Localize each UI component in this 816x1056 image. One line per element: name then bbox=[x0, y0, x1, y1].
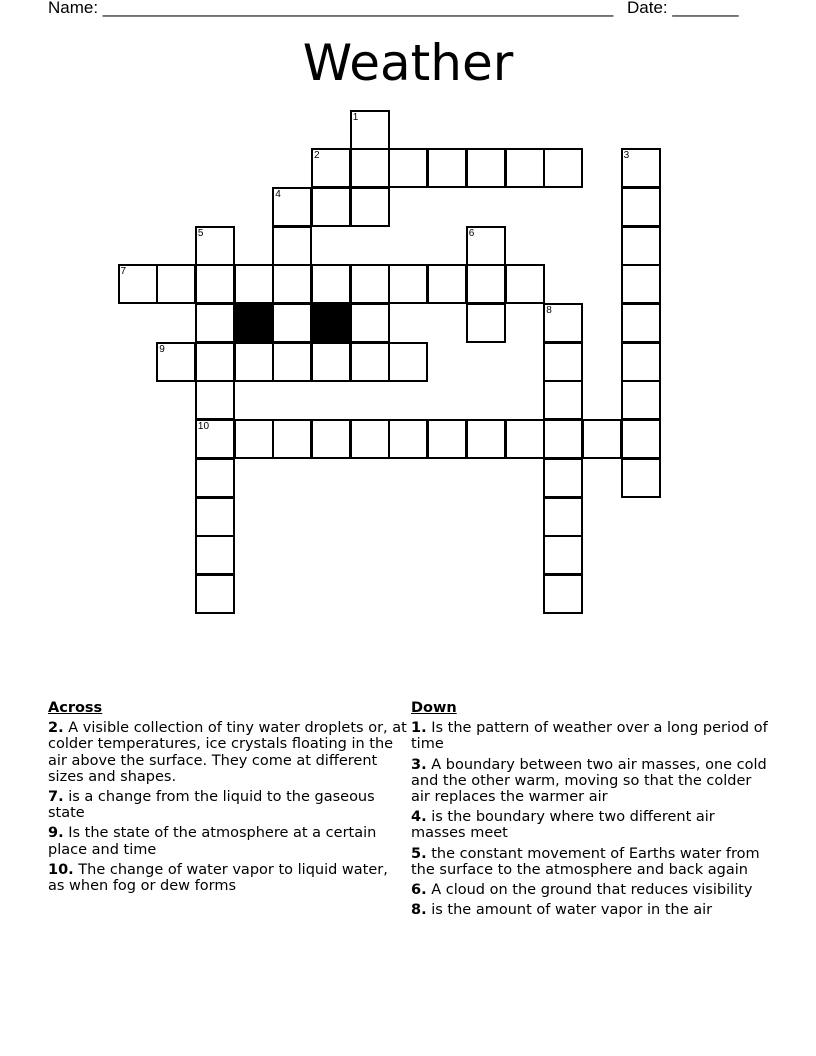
crossword-cell[interactable] bbox=[543, 535, 583, 575]
crossword-cell[interactable] bbox=[543, 148, 583, 188]
down-clue bbox=[411, 720, 771, 752]
date-field[interactable]: Date: _______ bbox=[627, 0, 739, 17]
clue-text: The change of water vapor to liquid water, as when fog or dew forms bbox=[48, 861, 388, 895]
crossword-cell[interactable] bbox=[195, 226, 235, 266]
name-field[interactable]: Name: ______________________________________________________ bbox=[48, 0, 614, 17]
crossword-cell[interactable] bbox=[195, 574, 235, 614]
crossword-cell[interactable] bbox=[234, 419, 274, 459]
crossword-cell[interactable] bbox=[311, 148, 351, 188]
clue-number-label: 4 bbox=[275, 188, 281, 200]
across-clues bbox=[48, 700, 408, 898]
crossword-cell[interactable] bbox=[621, 148, 661, 188]
clue-text: the constant movement of Earths water from the surface to the atmosphere and back again bbox=[411, 845, 760, 878]
clue-number: 2. bbox=[48, 720, 64, 737]
crossword-cell[interactable] bbox=[427, 148, 467, 188]
crossword-cell[interactable] bbox=[350, 419, 390, 459]
down-clue bbox=[411, 846, 771, 878]
clue-number-label: 6 bbox=[468, 227, 475, 239]
crossword-cell[interactable] bbox=[311, 187, 351, 227]
clue-number: 1. bbox=[411, 720, 427, 737]
crossword-cell[interactable] bbox=[272, 303, 312, 343]
crossword-cell[interactable] bbox=[621, 342, 661, 382]
crossword-cell[interactable] bbox=[543, 419, 583, 459]
crossword-cell[interactable] bbox=[582, 419, 622, 459]
crossword-cell[interactable] bbox=[466, 226, 506, 266]
clue-number: 4. bbox=[411, 809, 427, 826]
down-clue bbox=[411, 757, 771, 806]
crossword-cell[interactable] bbox=[272, 419, 312, 459]
crossword-cell[interactable] bbox=[621, 187, 661, 227]
crossword-cell[interactable] bbox=[621, 458, 661, 498]
clue-number-label: 8 bbox=[546, 305, 552, 316]
across-clue bbox=[48, 862, 408, 894]
crossword-cell[interactable] bbox=[621, 303, 661, 343]
clue-number: 8. bbox=[411, 902, 427, 919]
crossword-cell[interactable] bbox=[234, 264, 274, 304]
clue-number: 6. bbox=[411, 882, 427, 899]
clue-number: 10. bbox=[48, 861, 74, 878]
across-clue bbox=[48, 789, 408, 821]
crossword-cell[interactable] bbox=[195, 535, 235, 575]
clue-number-label: 7 bbox=[120, 266, 127, 278]
clue-text: is the boundary where two different air masses meet bbox=[411, 809, 715, 842]
crossword-cell[interactable] bbox=[234, 342, 274, 382]
crossword-cell[interactable] bbox=[505, 148, 545, 188]
crossword-cell[interactable] bbox=[350, 110, 390, 150]
down-clues bbox=[411, 700, 771, 922]
clue-number: 9. bbox=[48, 825, 64, 842]
clue-text: is a change from the liquid to the gaseous state bbox=[48, 789, 375, 822]
clue-text: Is the pattern of weather over a long period of time bbox=[411, 720, 768, 753]
crossword-cell[interactable] bbox=[427, 419, 467, 459]
crossword-cell[interactable] bbox=[195, 342, 235, 382]
crossword-cell[interactable] bbox=[272, 187, 312, 227]
crossword-cell[interactable] bbox=[350, 264, 390, 304]
crossword-block bbox=[234, 303, 274, 343]
crossword-cell[interactable] bbox=[621, 226, 661, 266]
page-title: Weather bbox=[302, 34, 514, 92]
crossword-cell[interactable] bbox=[195, 303, 235, 343]
across-heading: Across bbox=[48, 700, 103, 716]
clue-text: A boundary between two air masses, one cold and the other warm, moving so that the colder air replaces the warmer air bbox=[411, 756, 767, 806]
crossword-cell[interactable] bbox=[350, 342, 390, 382]
clue-number-label: 1 bbox=[352, 111, 359, 123]
crossword-cell[interactable] bbox=[195, 380, 235, 420]
crossword-cell[interactable] bbox=[311, 342, 351, 382]
clue-number-label: 3 bbox=[623, 150, 630, 162]
crossword-cell[interactable] bbox=[427, 264, 467, 304]
clue-number: 5. bbox=[411, 845, 427, 862]
crossword-cell[interactable] bbox=[388, 419, 428, 459]
clue-text: A cloud on the ground that reduces visibility bbox=[431, 882, 753, 899]
clue-number-label: 5 bbox=[197, 227, 204, 239]
crossword-cell[interactable] bbox=[621, 380, 661, 420]
crossword-cell[interactable] bbox=[466, 148, 506, 188]
crossword-cell[interactable] bbox=[272, 264, 312, 304]
crossword-cell[interactable] bbox=[543, 342, 583, 382]
down-clue bbox=[411, 882, 771, 898]
crossword-cell[interactable] bbox=[195, 458, 235, 498]
crossword-cell[interactable] bbox=[505, 419, 545, 459]
across-clue bbox=[48, 720, 408, 785]
crossword-cell[interactable] bbox=[272, 342, 312, 382]
crossword-cell[interactable] bbox=[543, 380, 583, 420]
down-heading: Down bbox=[411, 700, 457, 716]
clue-text: Is the state of the atmosphere at a certain place and time bbox=[48, 825, 377, 858]
clue-number-label: 10 bbox=[197, 421, 210, 433]
clue-number: 3. bbox=[411, 756, 427, 773]
clue-text: is the amount of water vapor in the air bbox=[431, 902, 713, 919]
crossword-cell[interactable] bbox=[272, 226, 312, 266]
crossword-cell[interactable] bbox=[388, 148, 428, 188]
crossword-cell[interactable] bbox=[388, 264, 428, 304]
across-clue bbox=[48, 825, 408, 857]
crossword-block bbox=[311, 303, 351, 343]
crossword-cell[interactable] bbox=[621, 264, 661, 304]
crossword-cell[interactable] bbox=[466, 264, 506, 304]
crossword-cell[interactable] bbox=[350, 187, 390, 227]
crossword-cell[interactable] bbox=[195, 264, 235, 304]
crossword-cell[interactable] bbox=[621, 419, 661, 459]
down-clue bbox=[411, 809, 771, 841]
crossword-cell[interactable] bbox=[505, 264, 545, 304]
clue-number: 7. bbox=[48, 789, 64, 806]
crossword-cell[interactable] bbox=[543, 303, 583, 343]
crossword-cell[interactable] bbox=[388, 342, 428, 382]
crossword-cell[interactable] bbox=[118, 264, 158, 304]
crossword-cell[interactable] bbox=[156, 264, 196, 304]
crossword-cell[interactable] bbox=[543, 574, 583, 614]
crossword-cell[interactable] bbox=[195, 419, 235, 459]
crossword-cell[interactable] bbox=[466, 303, 506, 343]
crossword-cell[interactable] bbox=[311, 264, 351, 304]
crossword-cell[interactable] bbox=[350, 148, 390, 188]
crossword-cell[interactable] bbox=[543, 497, 583, 537]
crossword-cell[interactable] bbox=[543, 458, 583, 498]
crossword-cell[interactable] bbox=[195, 497, 235, 537]
crossword-cell[interactable] bbox=[350, 303, 390, 343]
crossword-cell[interactable] bbox=[466, 419, 506, 459]
down-clue bbox=[411, 902, 771, 918]
clue-number-label: 9 bbox=[159, 343, 165, 355]
clue-text: A visible collection of tiny water droplets or, at colder temperatures, ice crystals floating in the air above the surface. They come at different sizes and shapes. bbox=[48, 720, 407, 785]
crossword-cell[interactable] bbox=[156, 342, 196, 382]
clue-number-label: 2 bbox=[314, 150, 320, 162]
crossword-cell[interactable] bbox=[311, 419, 351, 459]
